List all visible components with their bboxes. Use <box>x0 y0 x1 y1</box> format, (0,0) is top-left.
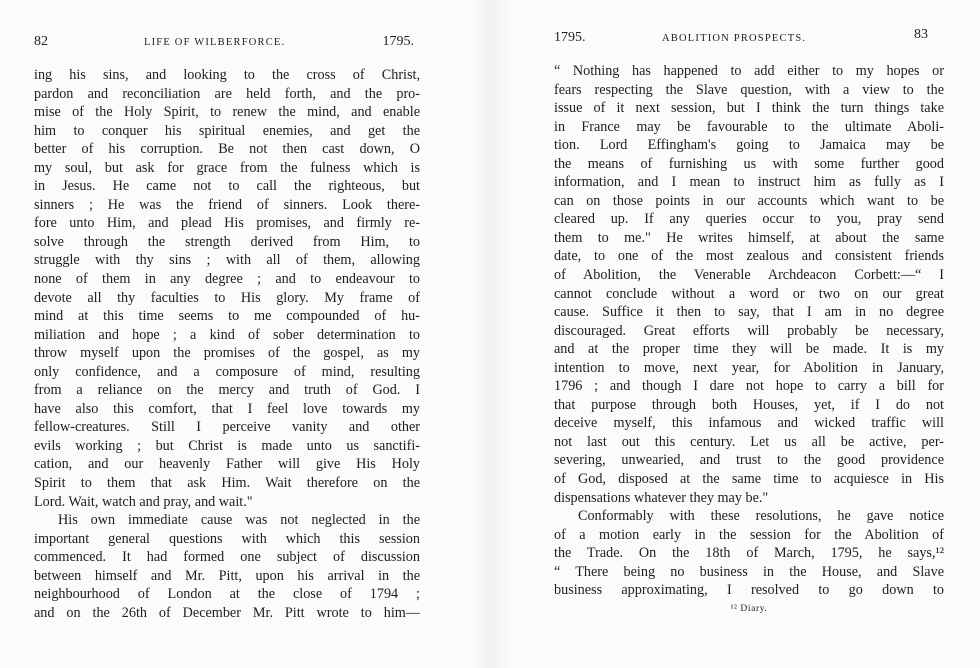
text-line: intention to move, next year, for Abolition in January, <box>554 359 944 376</box>
text-line: tion. Lord Effingham's going to Jamaica may be <box>554 137 944 154</box>
text-line: my soul, but ask for grace from the fulness which is <box>34 159 420 176</box>
text-line: between himself and Mr. Pitt, upon his arrival in the <box>34 567 420 584</box>
right-running-head <box>554 27 944 56</box>
left-running-head <box>34 34 420 60</box>
left-page-number: 82 <box>34 34 48 49</box>
text-line: discouraged. Great efforts will probably be necessary, <box>554 322 944 339</box>
text-line: fore unto Him, and plead His promises, and firmly re- <box>34 215 420 232</box>
text-line: evils working ; but Christ is made unto us sanctifi- <box>34 437 420 454</box>
text-line: “ Nothing has happened to add either to my hopes or <box>554 63 944 79</box>
text-line: of a motion early in the session for the Abolition of <box>554 526 944 543</box>
text-line: His own immediate cause was not neglected in the <box>58 512 420 529</box>
text-line: that purpose through both Houses, yet, if I do not <box>554 396 944 413</box>
text-line: only confidence, and a composure of mind, resulting <box>34 363 420 380</box>
text-line: can on those points in our accounts which want to be <box>554 192 944 209</box>
text-line: the means of furnishing us with some further good <box>554 155 944 172</box>
text-line: the Trade. On the 18th of March, 1795, he says,¹² <box>554 545 944 562</box>
text-line: cannot conclude without a word or two on our great <box>554 285 944 302</box>
text-line: solve through the strength derived from Him, to <box>34 233 420 250</box>
text-line: better of his corruption. Be not then cast down, O <box>34 141 420 158</box>
book-gutter <box>470 0 510 668</box>
text-line: devote all thy faculties to His glory. My frame of <box>34 289 420 306</box>
right-page-number: 83 <box>914 27 928 42</box>
text-line: them to me." He writes himself, at about the same <box>554 229 944 246</box>
text-line: dispensations whatever they may be." <box>554 489 769 506</box>
text-line: in Jesus. He came not to call the righteous, but <box>34 178 420 195</box>
text-line: neighbourhood of London at the close of 1794 ; <box>34 586 420 603</box>
text-line: of God, disposed at the same time to acquiesce in His <box>554 471 944 488</box>
text-line: severing, unwearied, and trust to the good providence <box>554 452 944 469</box>
footnote: ¹² Diary. <box>730 603 768 614</box>
text-line: have also this comfort, that I feel love towards my <box>34 400 420 417</box>
right-running-title: ABOLITION PROSPECTS. <box>662 33 807 44</box>
text-line: Lord. Wait, watch and pray, and wait." <box>34 493 253 510</box>
text-line: fears respecting the Slave question, with a view to the <box>554 81 944 98</box>
text-line: Conformably with these resolutions, he gave notice <box>578 508 944 525</box>
left-page-body <box>34 66 420 622</box>
right-running-year: 1795. <box>554 30 586 45</box>
text-line: mise of the Holy Spirit, to renew the mind, and enable <box>34 104 420 121</box>
left-running-title: LIFE OF WILBERFORCE. <box>144 37 286 48</box>
text-line: ing his sins, and looking to the cross of Christ, <box>34 67 420 83</box>
text-line: 1796 ; and though I dare not hope to carry a bill for <box>554 378 944 395</box>
right-page-body <box>554 62 944 600</box>
text-line: throw myself upon the promises of the gospel, as my <box>34 345 420 362</box>
text-line: deceive myself, this infamous and wicked traffic will <box>554 415 944 432</box>
text-line: in France may be favourable to the ultimate Aboli- <box>554 118 944 135</box>
text-line: not last out this century. Let us all be active, per- <box>554 433 944 450</box>
text-line: commenced. It had formed one subject of discussion <box>34 549 420 566</box>
left-page <box>34 34 420 622</box>
text-line: mind at this time seems to me compounded of hu- <box>34 308 420 325</box>
left-running-year: 1795. <box>382 34 414 49</box>
text-line: pardon and reconciliation are held forth, and the pro- <box>34 85 420 102</box>
text-line: Spirit to them that ask Him. Wait therefore on the <box>34 475 420 492</box>
text-line: business approximating, I resolved to go down to <box>554 582 944 599</box>
text-line: issue of it next session, but I think the turn things take <box>554 100 944 117</box>
text-line: from a reliance on the mercy and truth of God. I <box>34 382 420 399</box>
text-line: and on the 26th of December Mr. Pitt wrote to him— <box>34 604 420 621</box>
text-line: “ There being no business in the House, and Slave <box>554 563 944 580</box>
text-line: sinners ; He was the friend of sinners. Look there- <box>34 196 420 213</box>
text-line: important general questions with which this session <box>34 530 420 547</box>
text-line: cause. Suffice it then to say, that I am in no degree <box>554 304 944 321</box>
text-line: struggle with thy sins ; with all of them, allowing <box>34 252 420 269</box>
text-line: none of them in any degree ; and to endeavour to <box>34 271 420 288</box>
right-page <box>554 27 944 614</box>
text-line: cation, and our heavenly Father will give His Holy <box>34 456 420 473</box>
text-line: miliation and hope ; a kind of sober determination to <box>34 326 420 343</box>
text-line: information, and I mean to instruct him as fully as I <box>554 174 944 191</box>
text-line: him to conquer his spiritual enemies, and get the <box>34 122 420 139</box>
text-line: fellow-creatures. Still I perceive vanity and other <box>34 419 420 436</box>
text-line: date, to one of the most zealous and consistent friends <box>554 248 944 265</box>
text-line: and at the proper time they will be made. It is my <box>554 341 944 358</box>
text-line: cleared up. If any queries occur to you, pray send <box>554 211 944 228</box>
text-line: of Abolition, the Venerable Archdeacon Corbett:—“ I <box>554 267 944 284</box>
